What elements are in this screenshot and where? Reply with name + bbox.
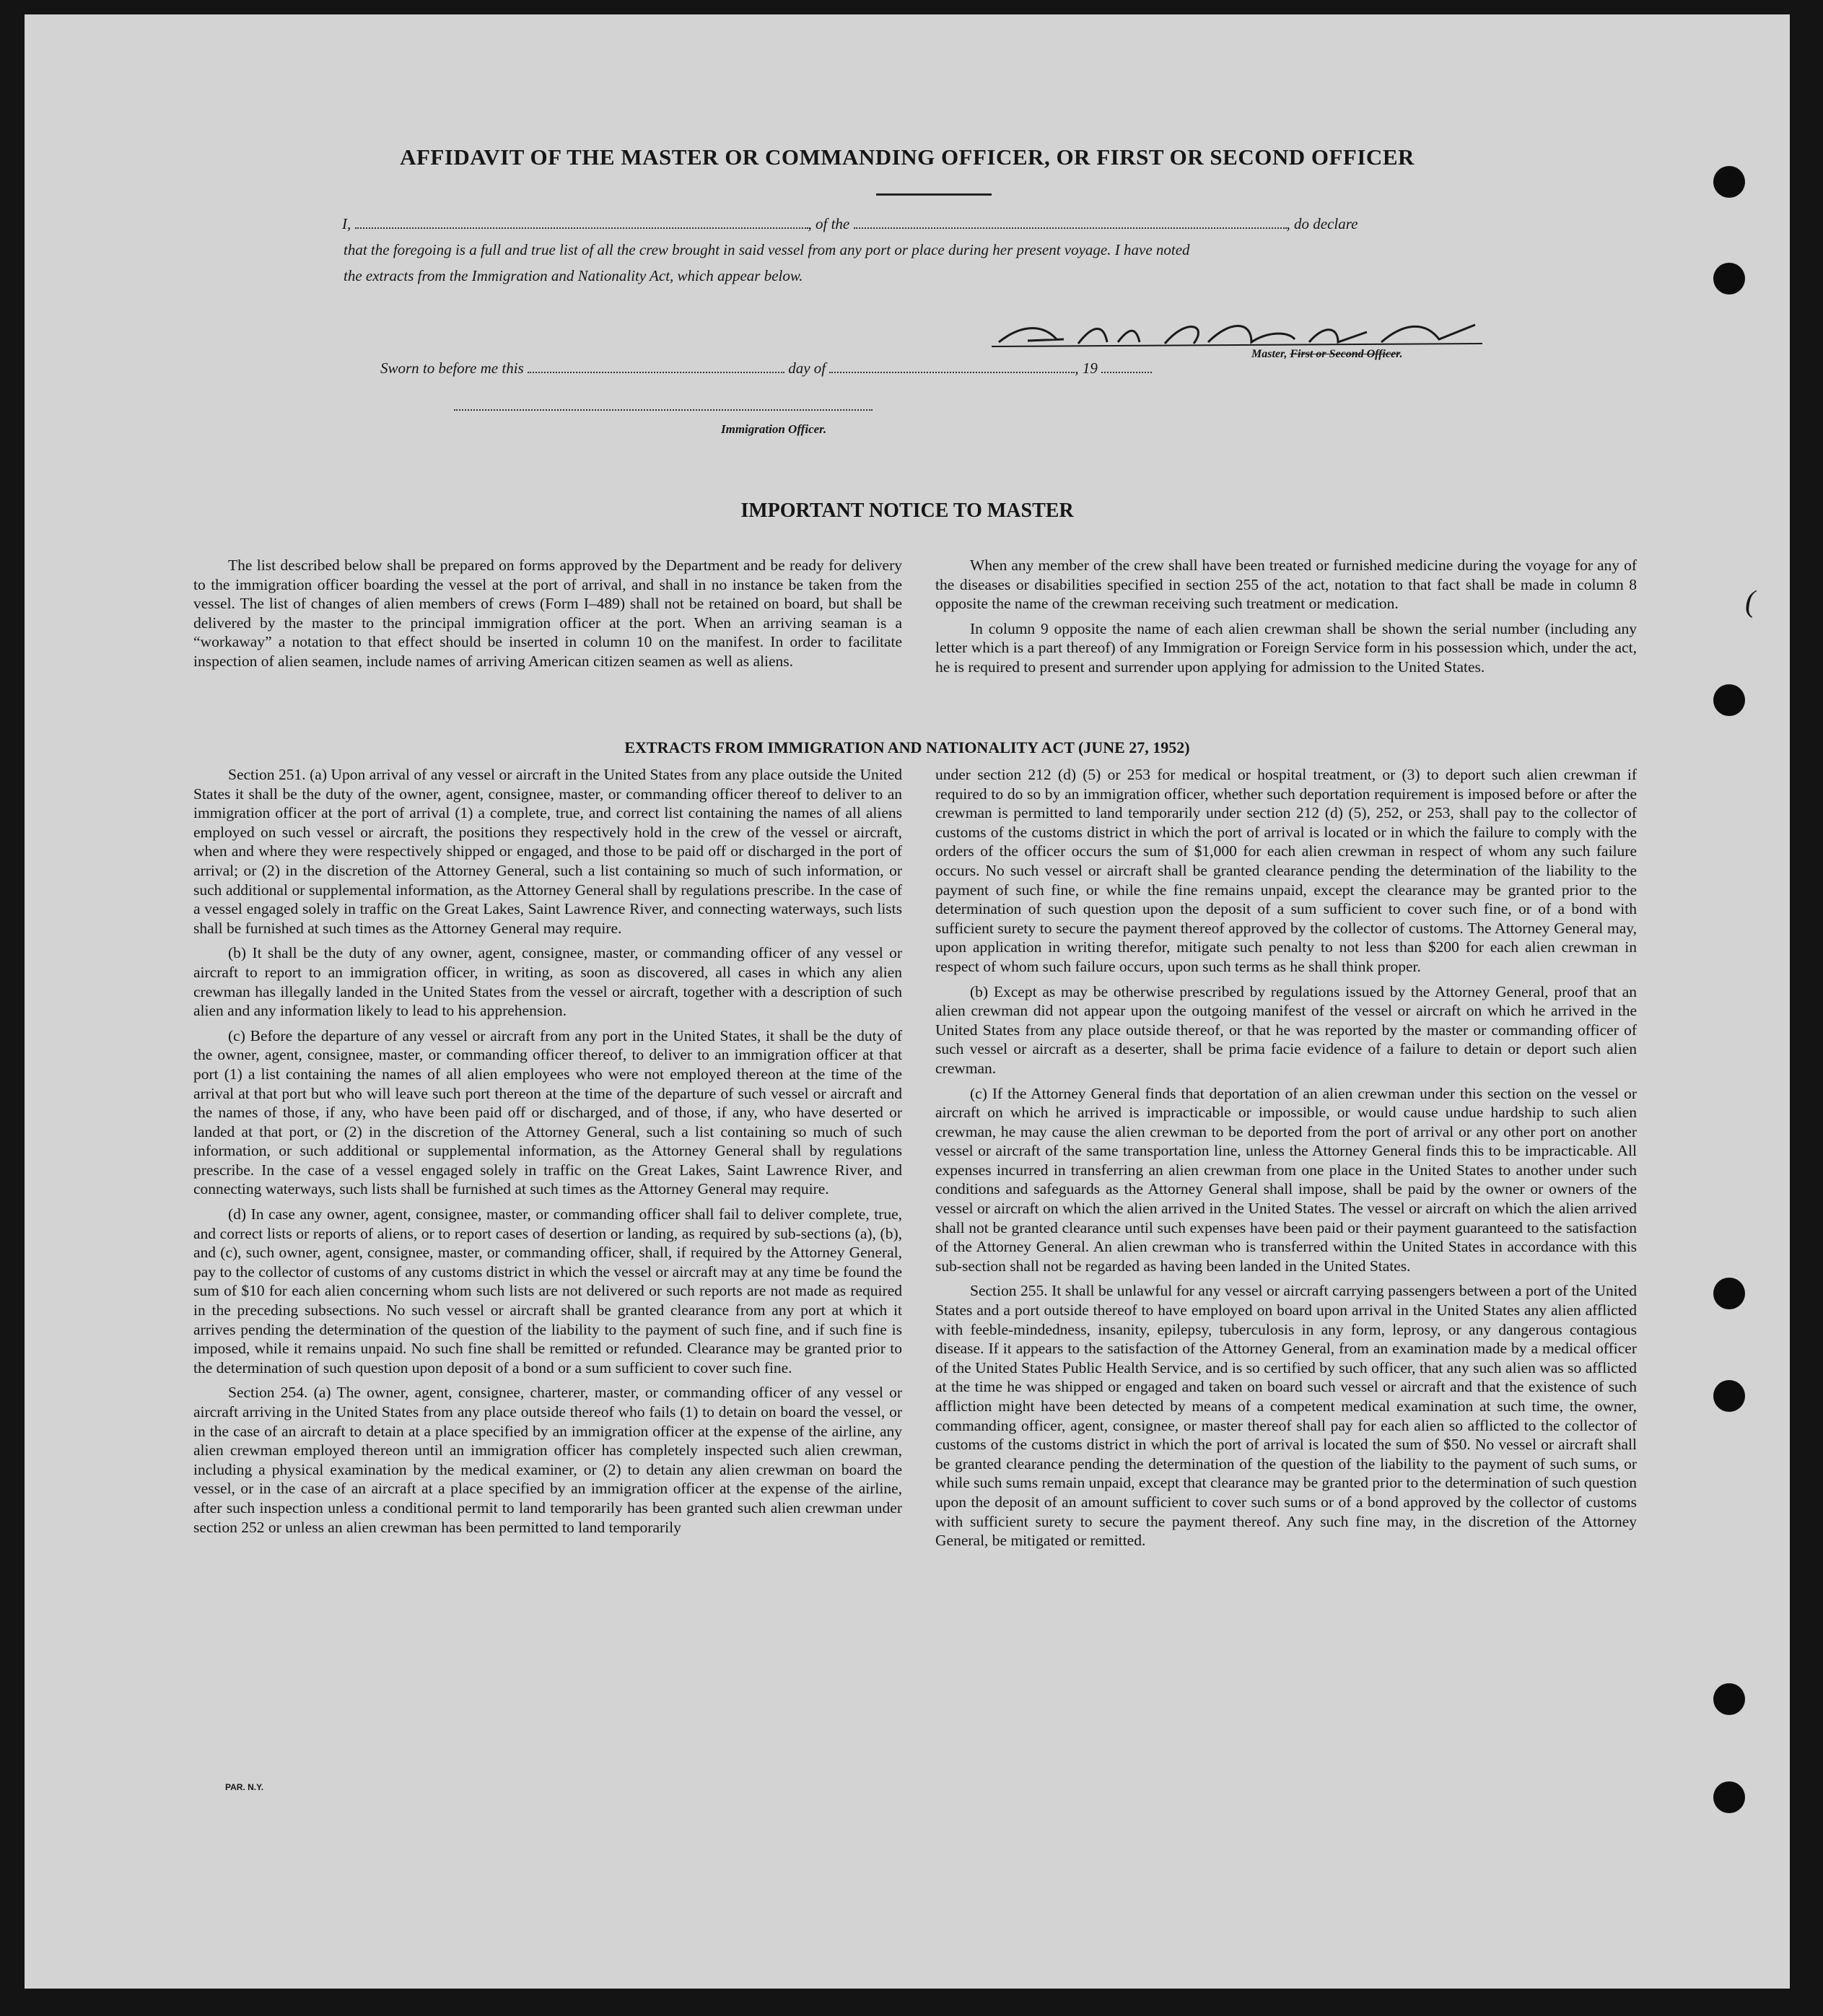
notice-right-paragraph-2: In column 9 opposite the name of each alien crewman shall be shown the serial number (including any letter which is a part thereof) of any Immigration or Foreign Service form in his possession which, under the act, he is required to present and surrender upon applying for admission to the United States. bbox=[935, 619, 1637, 676]
printer-mark: PAR. N.Y. bbox=[225, 1782, 264, 1792]
affidavit-line-1 bbox=[342, 215, 1358, 233]
section-251-a: Section 251. (a) Upon arrival of any vessel or aircraft in the United States from any place outside the United States it shall be the duty of the owner, agent, consignee, master, or commanding officer thereof to deliver to an immigration officer at the port of arrival (1) a complete, true, and correct list containing the names of all aliens employed on such vessel or aircraft, the positions they respectively hold in the crew of the vessel or aircraft, when and where they were respectively shipped or engaged, and those to be paid off or discharged in the port of arrival; or (2) in the discretion of the Attorney General, such a list containing so much of such information, or such additional or supplemental information, as the Attorney General shall by regulations prescribe. In the case of a vessel engaged solely in traffic on the Great Lakes, Saint Lawrence River, and connecting waterways, such lists shall be furnished at such times as the Attorney General may require. bbox=[193, 766, 902, 937]
signature-struck-officer: First or Second Officer bbox=[1290, 348, 1400, 360]
hole-punch bbox=[1713, 263, 1745, 294]
notice-left-paragraph: The list described below shall be prepared on forms approved by the Department and be ready for delivery to the immigration officer boarding the vessel at the port of arrival, and shall in no instance be taken from the vessel. The list of changes of alien members of crews (Form I–489) shall not be retained on board, but shall be delivered by the master to the principal immigration officer at the port. When an arriving seaman is a “workaway” a notation to that effect should be inserted in column 10 on the manifest. In order to facilitate inspection of alien seamen, include names of arriving American citizen seamen as well as aliens. bbox=[193, 557, 902, 670]
affidavit-do-declare: , do declare bbox=[1286, 215, 1358, 232]
year-blank bbox=[1101, 371, 1152, 373]
signature-scribble bbox=[977, 310, 1497, 352]
year-text: , 19 bbox=[1075, 359, 1098, 377]
section-254-b: (b) Except as may be otherwise prescribed by regulations issued by the Attorney General, proof that an alien crewman did not appear upon the outgoing manifest of the vessel or aircraft on which he arrived in the United States from any place outside thereof, or that he was reported by the master or commanding officer of such vessel or aircraft as a deserter, shall be prima facie evidence of a failure to detain or deport such alien crewman. bbox=[935, 982, 1637, 1077]
sworn-line bbox=[380, 359, 1152, 378]
notice-heading: IMPORTANT NOTICE TO MASTER bbox=[740, 499, 1074, 522]
month-blank bbox=[829, 371, 1075, 373]
signature-master: Master, bbox=[1251, 348, 1288, 360]
document-page bbox=[25, 14, 1790, 1989]
sworn-text: Sworn to before me this bbox=[380, 359, 524, 377]
affidavit-line-3: the extracts from the Immigration and Nationality Act, which appear below. bbox=[344, 267, 803, 284]
extracts-heading: EXTRACTS FROM IMMIGRATION AND NATIONALITY ACT (JUNE 27, 1952) bbox=[624, 738, 1190, 756]
section-251-d: (d) In case any owner, agent, consignee, master, or commanding officer shall fail to deliver complete, true, and correct lists or reports of aliens, or to report cases of desertion or landing, as required by sub-sections (a), (b), and (c), such owner, agent, consignee, master, or commanding officer, shall, if required by the Attorney General, pay to the collector of customs of any customs district in which the vessel or aircraft may at any time be found the sum of $10 for each alien concerning whom such lists are not delivered or such reports are not made as required in the preceding subsections. No such vessel or aircraft shall be granted clearance from any port at which it arrives pending the determination of the question of the liability to the payment of such fine, and if such fine is imposed, while it remains unpaid. No such fine shall be remitted or refunded. Clearance may be granted prior to the determination of such question upon deposit of a bond or a sum sufficient to cover such fine. bbox=[193, 1205, 902, 1376]
margin-mark: ( bbox=[1745, 585, 1755, 619]
affidavit-title: AFFIDAVIT OF THE MASTER OR COMMANDING OFFICER, OR FIRST OR SECOND OFFICER bbox=[400, 144, 1415, 170]
section-255: Section 255. It shall be unlawful for any vessel or aircraft carrying passengers between a port of the United States and a port outside thereof to have employed on board upon arrival in the United States any alien afflicted with feeble-mindedness, insanity, epilepsy, tuberculosis in any form, leprosy, or any dangerous contagious disease. If it appears to the satisfaction of the Attorney General, from an examination made by a medical officer of the United States Public Health Service, and is so certified by such officer, that any such alien was so afflicted at the time he was shipped or engaged and taken on board such vessel or aircraft and that the existence of such affliction might have been detected by means of a competent medical examination at such time, the owner, commanding officer, agent, consignee, or master thereof shall pay for each alien so afflicted to the collector of customs of the customs district in which the port of arrival is located the sum of $50. No vessel or aircraft shall be granted clearance pending the determination of the question of the liability to the payment of such sums, or while such sums remain unpaid, except that clearance may be granted prior to the determination of such question upon the deposit of an amount sufficient to cover such sums or of a bond approved by the collector of customs with sufficient surety to secure the payment thereof. Any such fine may, in the discretion of the Attorney General, be mitigated or remitted. bbox=[935, 1282, 1637, 1550]
affidavit-of-the: , of the bbox=[808, 215, 850, 232]
affidavit-i: I, bbox=[342, 215, 351, 232]
vessel-blank bbox=[854, 227, 1287, 229]
immigration-officer-label: Immigration Officer. bbox=[721, 422, 827, 436]
day-of-text: day of bbox=[788, 359, 826, 377]
extracts-right-column bbox=[935, 765, 1637, 1556]
hole-punch bbox=[1713, 166, 1745, 198]
section-251-b: (b) It shall be the duty of any owner, agent, consignee, master, or commanding officer of any vessel or aircraft to report to an immigration officer, in writing, as soon as discovered, all cases in which any alien crewman has illegally landed in the United States from the vessel or aircraft, together with a description of such alien and any information likely to lead to his apprehension. bbox=[193, 944, 902, 1020]
immigration-officer-line bbox=[454, 409, 873, 411]
section-254-a: Section 254. (a) The owner, agent, consignee, charterer, master, or commanding officer of any vessel or aircraft arriving in the United States from any place outside thereof who fails (1) to detain on board the vessel, or in the case of an aircraft to detain at a place specified by an immigration officer at the expense of the airline, any alien crewman employed thereon until an immigration officer has completely inspected such alien crewman, including a physical examination by the medical examiner, or (2) to detain any alien crewman on board the vessel, or in the case of an aircraft at a place specified by an immigration officer at the expense of the airline, after such inspection unless a conditional permit to land temporarily has been granted such alien crewman under section 252 or unless an alien crewman has been permitted to land temporarily bbox=[193, 1384, 902, 1536]
section-254-a-cont: under section 212 (d) (5) or 253 for medical or hospital treatment, or (3) to deport such alien crewman if required to do so by an immigration officer, whether such deportation requirement is imposed before or after the crewman is permitted to land temporarily under section 212 (d) (5), 252, or 253, shall pay to the collector of customs of the customs district in which the port of arrival is located or in which the failure to comply with the orders of the officer occurs the sum of $1,000 for each alien crewman in respect of whom any such failure occurs. No such vessel or aircraft shall be granted clearance pending the determination of the liability to the payment of such fine, or while the fine remains unpaid, except the clearance may be granted prior to the determination of such question upon the deposit of a sum sufficient to cover such fine, or of a bond with sufficient surety to secure the payment thereof approved by the collector of customs. The Attorney General may, upon application in writing therefor, mitigate such penalty to not less than $200 for each alien crewman in respect of whom such failure occurs, upon such terms as he shall think proper. bbox=[935, 766, 1637, 975]
hole-punch bbox=[1713, 1781, 1745, 1813]
extracts-left-column bbox=[193, 765, 902, 1542]
section-251-c: (c) Before the departure of any vessel or aircraft from any port in the United States, it shall be the duty of the owner, agent, consignee, master, or commanding officer thereof, to deliver to an immigration officer at that port (1) a list containing the names of all alien employees who were not employed thereon at the time of the arrival at that port but who will leave such port thereon at the time of the departure of such vessel or aircraft and the names of those, if any, who have been paid off or discharged, and of those, if any, who have deserted or landed at that port, or (2) in the discretion of the Attorney General, such a list containing so much of such information, or such additional or supplemental information, as the Attorney General shall by regulations prescribe. In the case of a vessel engaged solely in traffic on the Great Lakes, Saint Lawrence River, and connecting waterways, such lists shall be furnished at such times as the Attorney General may require. bbox=[193, 1026, 902, 1198]
title-rule bbox=[876, 193, 992, 196]
hole-punch bbox=[1713, 1278, 1745, 1309]
signature-period: . bbox=[1399, 348, 1403, 360]
affidavit-line-2: that the foregoing is a full and true list of all the crew brought in said vessel from any port or place during her present voyage. I have noted bbox=[344, 241, 1190, 258]
hole-punch bbox=[1713, 684, 1745, 716]
hole-punch bbox=[1713, 1380, 1745, 1412]
hole-punch bbox=[1713, 1683, 1745, 1715]
section-254-c: (c) If the Attorney General finds that deportation of an alien crewman under this section on the vessel or aircraft on which he arrived is impracticable or impossible, or would cause undue hardship to such alien crewman, he may cause the alien crewman to be deported from the port of arrival or any other port on another vessel or aircraft of the same transportation line, unless the Attorney General finds this to be impracticable. All expenses incurred in transferring an alien crewman from one place in the United States to another under such conditions and safeguards as the Attorney General shall impose, shall be paid by the owner or owners of the vessel or aircraft on which the alien arrived in the United States. The vessel or aircraft on which the alien arrived shall not be granted clearance until such expenses have been paid or their payment guaranteed to the satisfaction of the Attorney General. An alien crewman who is transferred within the United States in accordance with this sub-section shall not be regarded as having been landed in the United States. bbox=[935, 1084, 1637, 1275]
day-blank bbox=[528, 371, 784, 373]
notice-right-column bbox=[935, 556, 1637, 683]
notice-left-column bbox=[193, 556, 902, 677]
signature-label bbox=[1251, 348, 1403, 361]
name-blank bbox=[355, 227, 808, 229]
notice-right-paragraph-1: When any member of the crew shall have been treated or furnished medicine during the voyage for any of the diseases or disabilities specified in section 255 of the act, notation to that fact shall be made in column 8 opposite the name of the crewman receiving such treatment or medication. bbox=[935, 557, 1637, 613]
